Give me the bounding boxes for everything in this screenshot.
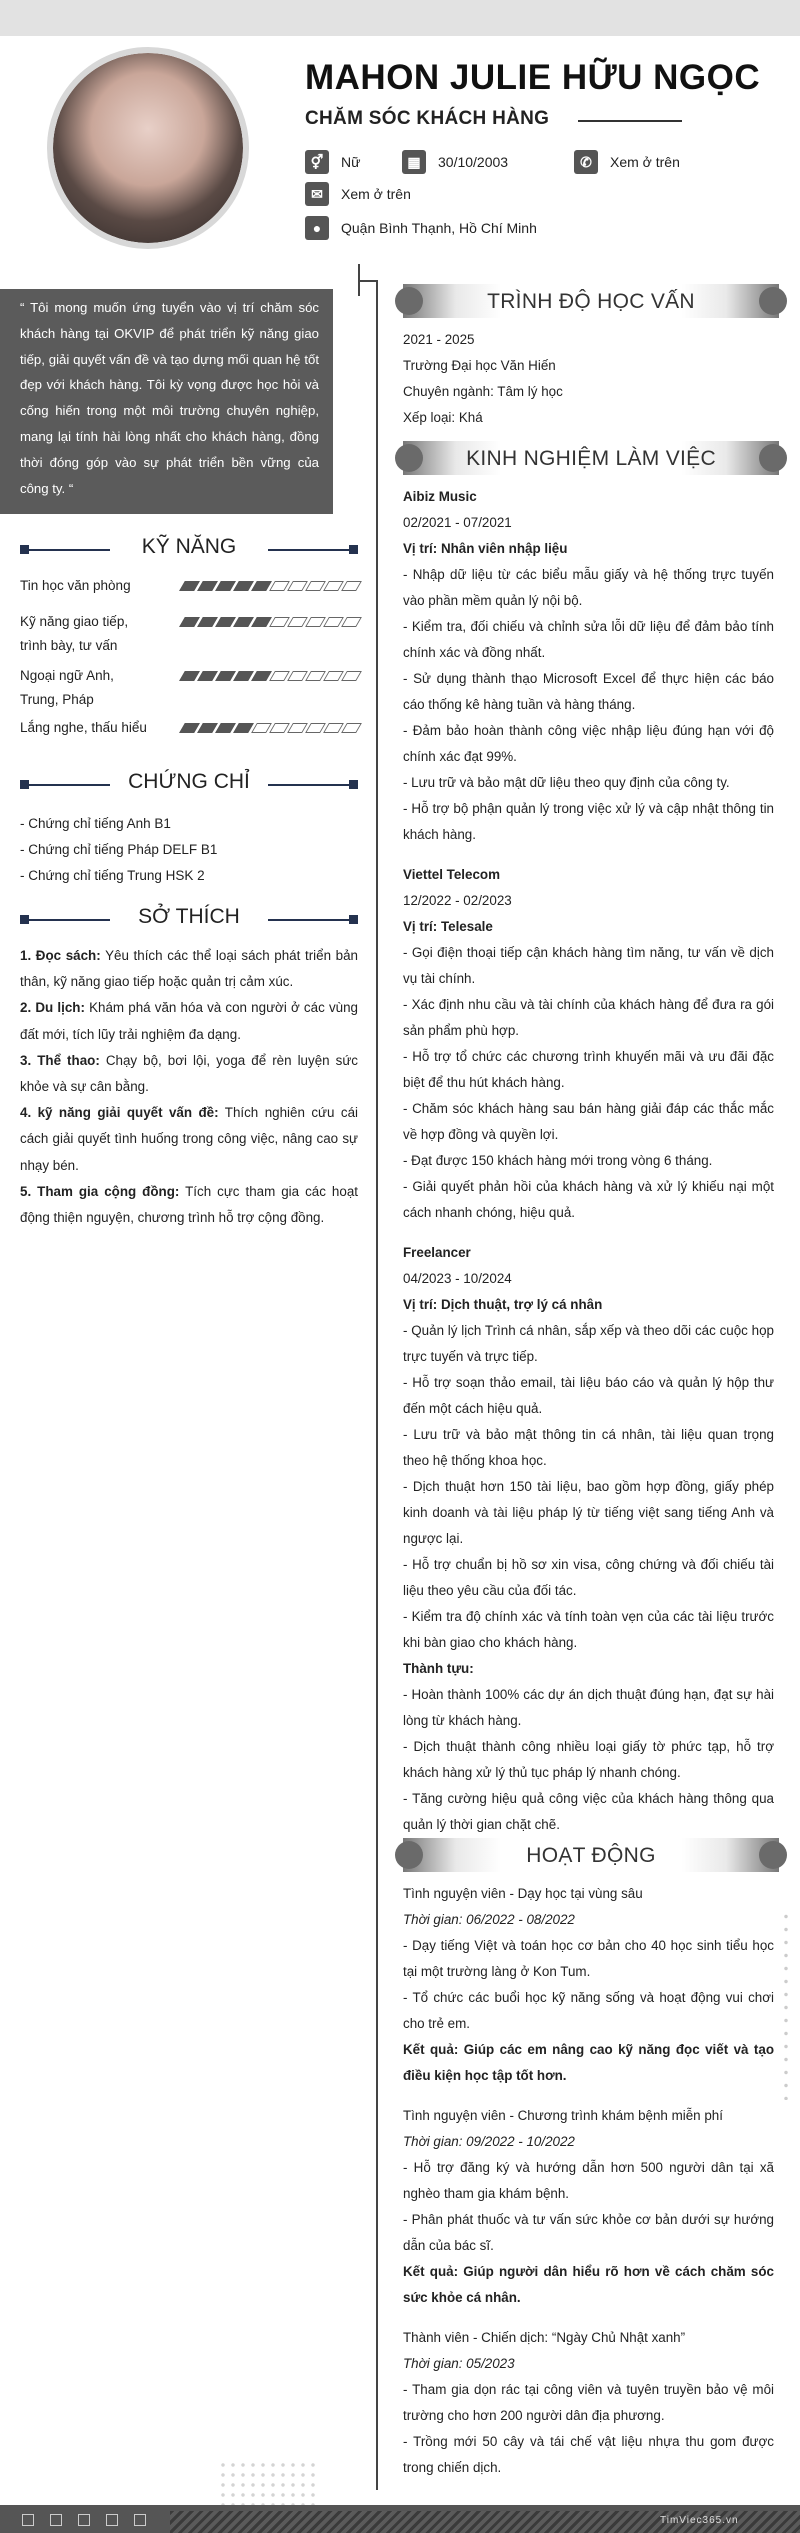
job-company: Freelancer — [403, 1245, 471, 1260]
activity-entry — [403, 1881, 774, 2089]
job-bullet: - Hỗ trợ soạn thảo email, tài liệu báo cáo và quản lý hộp thư đến một cách hiệu quả. — [403, 1375, 774, 1416]
job-time: 02/2021 - 07/2021 — [403, 515, 512, 530]
phone-row — [574, 150, 680, 174]
job-bullet: - Sử dụng thành thạo Microsoft Excel để thực hiện các báo cáo thống kê hàng tuần và hàng tháng. — [403, 671, 774, 712]
job-entry — [403, 484, 774, 848]
job-bullet: - Quản lý lịch Trình cá nhân, sắp xếp và theo dõi các cuộc họp trực tuyến và trực tiếp. — [403, 1323, 774, 1364]
job-company: Viettel Telecom — [403, 867, 500, 882]
activity-name: Tình nguyện viên - Chương trình khám bệnh miễn phí — [403, 2108, 723, 2123]
activity-entry — [403, 2325, 774, 2481]
job-title: CHĂM SÓC KHÁCH HÀNG — [305, 108, 550, 129]
job-bullet: - Dịch thuật hơn 150 tài liệu, bao gồm hợp đồng, giấy phép kinh doanh và tài liệu pháp lý từ tiếng việt sang tiếng Anh và ngược lại. — [403, 1479, 774, 1546]
activity-name: Thành viên - Chiến dịch: “Ngày Chủ Nhật xanh” — [403, 2330, 686, 2345]
hobby-item: 4. kỹ năng giải quyết vấn đề: Thích nghiên cứu cái cách giải quyết tình huống trong công việc, nâng cao sự nhạy bén. — [20, 1105, 358, 1173]
activity-result: Kết quả: Giúp các em nâng cao kỹ năng đọc viết và tạo điều kiện học tập tốt hơn. — [403, 2042, 774, 2083]
skill-bar-segment — [341, 723, 362, 733]
email-value: Xem ở trên — [341, 186, 411, 202]
achievement-item: - Tăng cường hiệu quả công việc của khách hàng thông qua quản lý thời gian chặt chẽ. — [403, 1791, 774, 1832]
education-major: Chuyên ngành: Tâm lý học — [403, 384, 563, 399]
education-school: Trường Đại học Văn Hiến — [403, 358, 556, 373]
footer-square-icon — [78, 2514, 90, 2526]
title-divider — [578, 120, 682, 122]
job-bullet: - Lưu trữ và bảo mật thông tin cá nhân, tài liệu quan trọng theo hệ thống khoa học. — [403, 1427, 774, 1468]
job-entry — [403, 862, 774, 1226]
calendar-icon: ▦ — [402, 150, 426, 174]
job-entry — [403, 1240, 774, 1838]
job-role: Vị trí: Nhân viên nhập liệu — [403, 541, 568, 556]
certificate-item: - Chứng chỉ tiếng Trung HSK 2 — [20, 868, 205, 883]
skill-label: Tin học văn phòng — [20, 578, 131, 593]
certificate-item: - Chứng chỉ tiếng Pháp DELF B1 — [20, 842, 218, 857]
activity-bullet: - Dạy tiếng Việt và toán học cơ bản cho 40 học sinh tiểu học tại một trường làng ở Kon Tum. — [403, 1938, 774, 1979]
skill-bar-segment — [341, 581, 362, 591]
job-bullet: - Hỗ trợ bộ phận quản lý trong việc xử lý và cập nhật thông tin khách hàng. — [403, 801, 774, 842]
hobby-item: 3. Thể thao: Chạy bộ, bơi lội, yoga để rèn luyện sức khỏe và sự cân bằng. — [20, 1052, 358, 1095]
activity-time: Thời gian: 09/2022 - 10/2022 — [403, 2134, 575, 2149]
activity-bullet: - Tổ chức các buổi học kỹ năng sống và hoạt động vui chơi cho trẻ em. — [403, 1990, 774, 2031]
achievements-title: Thành tựu: — [403, 1661, 474, 1676]
job-bullet: - Xác định nhu cầu và tài chính của khách hàng để đưa ra gói sản phẩm phù hợp. — [403, 997, 774, 1038]
hobby-item: 1. Đọc sách: Yêu thích các thể loại sách phát triển bản thân, kỹ năng giao tiếp hoặc quản trị cảm xúc. — [20, 948, 358, 990]
job-role: Vị trí: Dịch thuật, trợ lý cá nhân — [403, 1297, 603, 1312]
gender-value: Nữ — [341, 154, 361, 170]
job-bullet: - Kiểm tra, đối chiếu và chỉnh sửa lỗi dữ liệu để đảm bảo tính chính xác và đồng nhất. — [403, 619, 774, 660]
activity-bullet: - Trồng mới 50 cây và tái chế vật liệu nhựa thu gom được trong chiến dịch. — [403, 2434, 774, 2475]
hobby-item: 5. Tham gia cộng đồng: Tích cực tham gia các hoạt động thiện nguyện, chương trình hỗ trợ cộng đồng. — [20, 1183, 358, 1226]
job-bullet: - Đạt được 150 khách hàng mới trong vòng 6 tháng. — [403, 1153, 713, 1168]
skill-bar-segment — [341, 671, 362, 681]
activities-heading — [403, 1838, 779, 1872]
activity-name: Tình nguyện viên - Dạy học tại vùng sâu — [403, 1886, 643, 1901]
experience-heading — [403, 441, 779, 475]
activities-list — [403, 1881, 774, 2481]
skill-rating — [182, 617, 359, 627]
education-heading — [403, 284, 779, 318]
location-icon: ● — [305, 216, 329, 240]
skill-label: Ngoại ngữ Anh, Trung, Pháp — [20, 668, 114, 707]
job-time: 12/2022 - 02/2023 — [403, 893, 512, 908]
full-name: MAHON JULIE HỮU NGỌC — [305, 58, 761, 97]
education-details — [403, 327, 774, 431]
phone-value: Xem ở trên — [610, 154, 680, 170]
job-bullet: - Gọi điện thoại tiếp cận khách hàng tìm năng, tư vấn về dịch vụ tài chính. — [403, 945, 774, 986]
skill-rating — [182, 671, 359, 681]
job-time: 04/2023 - 10/2024 — [403, 1271, 512, 1286]
activity-bullet: - Tham gia dọn rác tại công viên và tuyên truyền bảo vệ môi trường cho hơn 200 người dân địa phương. — [403, 2382, 774, 2423]
footer-square-icon — [106, 2514, 118, 2526]
skills-heading — [20, 535, 358, 565]
achievement-item: - Hoàn thành 100% các dự án dịch thuật đúng hạn, đạt sự hài lòng từ khách hàng. — [403, 1687, 774, 1728]
activity-time: Thời gian: 06/2022 - 08/2022 — [403, 1912, 575, 1927]
hobbies-heading — [20, 905, 358, 935]
activities-title: HOẠT ĐỘNG — [526, 1844, 656, 1867]
job-bullet: - Hỗ trợ chuẩn bị hồ sơ xin visa, công chứng và đối chiếu tài liệu theo yêu cầu của đối tác. — [403, 1557, 774, 1598]
job-bullet: - Hỗ trợ tổ chức các chương trình khuyến mãi và ưu đãi đặc biệt để thu hút khách hàng. — [403, 1049, 774, 1090]
profile-photo — [47, 47, 249, 249]
email-row — [305, 182, 411, 206]
job-bullet: - Đảm bảo hoàn thành công việc nhập liệu đúng hạn với độ chính xác đạt 99%. — [403, 723, 774, 764]
skill-rating — [182, 723, 359, 733]
activity-bullet: - Hỗ trợ đăng ký và hướng dẫn hơn 500 người dân tại xã nghèo tham gia khám bệnh. — [403, 2160, 774, 2201]
skill-rating — [182, 581, 359, 591]
career-objective: “ Tôi mong muốn ứng tuyển vào vị trí chăm sóc khách hàng tại OKVIP để phát triển kỹ năng giao tiếp, giải quyết vấn đề và tạo dựng mối quan hệ tốt đẹp với khách hàng. Tôi kỳ vọng được học hỏi và cống hiến trong một môi trường chuyên nghiệp, mang lại tính hài lòng nhất cho khách hàng, đồng thời đóng góp vào sự phát triển bền vững của công ty. “ — [0, 289, 333, 514]
skill-label: Kỹ năng giao tiếp, trình bày, tư vấn — [20, 614, 129, 653]
education-years: 2021 - 2025 — [403, 332, 475, 347]
dob-value: 30/10/2003 — [438, 154, 509, 170]
phone-icon: ✆ — [574, 150, 598, 174]
job-bullet: - Lưu trữ và bảo mật dữ liệu theo quy định của công ty. — [403, 775, 730, 790]
experience-list — [403, 484, 774, 1838]
skill-label: Lắng nghe, thấu hiểu — [20, 720, 147, 735]
certificates-heading — [20, 770, 358, 800]
footer-square-icon — [134, 2514, 146, 2526]
education-grade: Xếp loại: Khá — [403, 410, 483, 425]
skills-title: KỸ NĂNG — [141, 535, 237, 558]
achievement-item: - Dịch thuật thành công nhiều loại giấy tờ phức tạp, hỗ trợ khách hàng xử lý thủ tục pháp lý nhanh chóng. — [403, 1739, 774, 1780]
hobby-item: 2. Du lịch: Khám phá văn hóa và con người ở các vùng đất mới, tích lũy trải nghiệm đa dạng. — [20, 1000, 358, 1042]
footer-square-icon — [50, 2514, 62, 2526]
decorative-dots — [780, 1910, 792, 2100]
top-bar — [0, 0, 800, 36]
dob-row — [402, 150, 508, 174]
activity-bullet: - Phân phát thuốc và tư vấn sức khỏe cơ bản dưới sự hướng dẫn của bác sĩ. — [403, 2212, 774, 2253]
activity-entry — [403, 2103, 774, 2311]
address-value: Quận Bình Thạnh, Hồ Chí Minh — [341, 220, 537, 236]
timeline-line — [376, 280, 378, 2490]
address-row — [305, 216, 537, 240]
job-bullet: - Chăm sóc khách hàng sau bán hàng giải đáp các thắc mắc về hợp đồng và quyền lợi. — [403, 1101, 774, 1142]
certificates-title: CHỨNG CHỈ — [128, 770, 250, 793]
watermark: TimViec365.vn — [660, 2515, 739, 2526]
job-role: Vị trí: Telesale — [403, 919, 493, 934]
activity-result: Kết quả: Giúp người dân hiểu rõ hơn về cách chăm sóc sức khỏe cá nhân. — [403, 2264, 774, 2305]
education-title: TRÌNH ĐỘ HỌC VẤN — [487, 290, 695, 313]
timeline-connector-h — [358, 280, 376, 282]
footer-square-icon — [22, 2514, 34, 2526]
job-company: Aibiz Music — [403, 489, 477, 504]
job-bullet: - Kiểm tra độ chính xác và tính toàn vẹn của các tài liệu trước khi bàn giao cho khách hàng. — [403, 1609, 774, 1650]
hobbies-list — [20, 943, 358, 1231]
email-icon: ✉ — [305, 182, 329, 206]
job-bullet: - Giải quyết phản hồi của khách hàng và xử lý khiếu nại một cách nhanh chóng, hiệu quả. — [403, 1179, 774, 1220]
job-bullet: - Nhập dữ liệu từ các biểu mẫu giấy và hệ thống trực tuyến vào phần mềm quản lý nội bộ. — [403, 567, 774, 608]
gender-icon: ⚥ — [305, 150, 329, 174]
gender-row — [305, 150, 360, 174]
experience-title: KINH NGHIỆM LÀM VIỆC — [466, 447, 716, 470]
certificate-item: - Chứng chỉ tiếng Anh B1 — [20, 816, 171, 831]
activity-time: Thời gian: 05/2023 — [403, 2356, 515, 2371]
hobbies-title: SỞ THÍCH — [138, 905, 240, 928]
skill-bar-segment — [341, 617, 362, 627]
